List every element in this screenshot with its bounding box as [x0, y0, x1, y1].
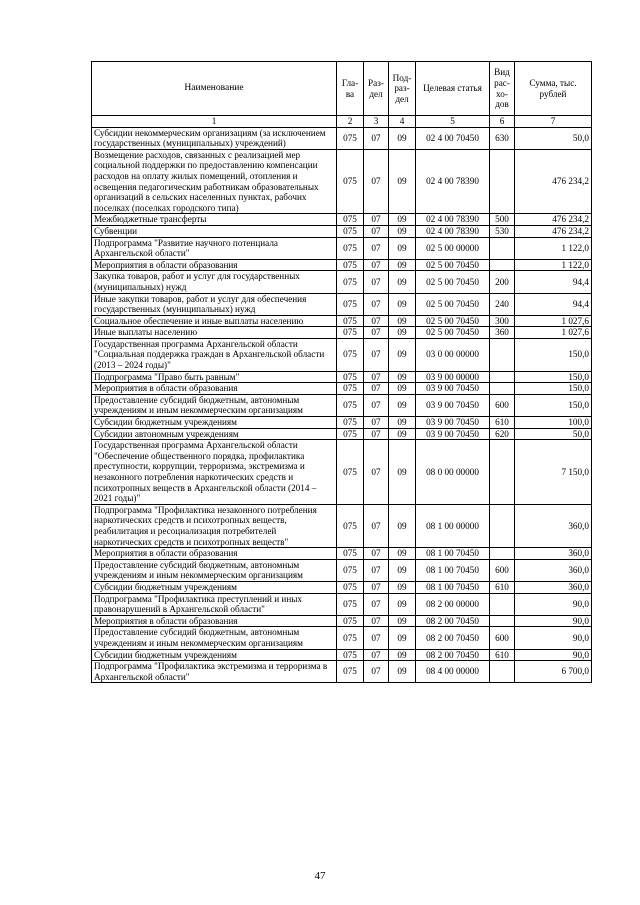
row-target-article: 08 1 00 00000 [416, 504, 490, 547]
column-number-row [92, 116, 592, 128]
row-expense-type [490, 615, 515, 627]
row-section: 07 [364, 649, 389, 661]
row-section: 07 [364, 661, 389, 683]
row-section: 07 [364, 383, 389, 395]
row-amount: 1 122,0 [515, 237, 592, 259]
row-chapter: 075 [337, 504, 364, 547]
row-chapter: 075 [337, 661, 364, 683]
row-target-article: 03 9 00 70450 [416, 417, 490, 429]
table-row [92, 417, 592, 429]
row-name: Подпрограмма "Право быть равным" [92, 371, 337, 383]
row-target-article: 03 0 00 00000 [416, 338, 490, 371]
row-amount: 360,0 [515, 504, 592, 547]
row-amount: 1 122,0 [515, 259, 592, 271]
row-section: 07 [364, 127, 389, 149]
row-amount: 94,4 [515, 271, 592, 293]
row-target-article: 08 4 00 00000 [416, 661, 490, 683]
row-amount: 7 150,0 [515, 440, 592, 505]
row-section: 07 [364, 627, 389, 649]
row-chapter: 075 [337, 293, 364, 315]
table-row [92, 394, 592, 416]
row-target-article: 08 2 00 70450 [416, 627, 490, 649]
row-subsection: 09 [389, 417, 416, 429]
table-row [92, 338, 592, 371]
table-row [92, 315, 592, 327]
row-target-article: 02 4 00 78390 [416, 149, 490, 214]
column-number: 1 [92, 116, 337, 128]
row-subsection: 09 [389, 440, 416, 505]
row-section: 07 [364, 504, 389, 547]
column-number: 7 [515, 116, 592, 128]
row-expense-type: 610 [490, 417, 515, 429]
row-name: Субсидии бюджетным учреждениям [92, 581, 337, 593]
row-amount: 90,0 [515, 615, 592, 627]
row-amount: 1 027,6 [515, 327, 592, 339]
table-row [92, 327, 592, 339]
row-target-article: 02 5 00 00000 [416, 237, 490, 259]
row-name: Государственная программа Архангельской области "Социальная поддержка граждан в Архангельской области (2013 – 2024 годы)" [92, 338, 337, 371]
row-subsection: 09 [389, 383, 416, 395]
row-target-article: 08 1 00 70450 [416, 581, 490, 593]
column-number: 2 [337, 116, 364, 128]
row-amount: 150,0 [515, 383, 592, 395]
column-number: 3 [364, 116, 389, 128]
row-amount: 50,0 [515, 428, 592, 440]
table-row [92, 428, 592, 440]
row-section: 07 [364, 338, 389, 371]
row-target-article: 03 9 00 70450 [416, 383, 490, 395]
row-chapter: 075 [337, 149, 364, 214]
row-chapter: 075 [337, 383, 364, 395]
table-row [92, 214, 592, 226]
row-name: Возмещение расходов, связанных с реализацией мер социальной поддержки по предоставлению компенсации расходов на оплату жилых помещений, отопления и освещения педагогическим работникам образовательных организаций в сельских населенных пунктах, рабочих поселках (поселках городского типа) [92, 149, 337, 214]
row-name: Подпрограмма "Профилактика экстремизма и терроризма в Архангельской области" [92, 661, 337, 683]
row-subsection: 09 [389, 371, 416, 383]
row-chapter: 075 [337, 271, 364, 293]
row-target-article: 02 4 00 78390 [416, 225, 490, 237]
row-subsection: 09 [389, 338, 416, 371]
table-row [92, 581, 592, 593]
row-section: 07 [364, 428, 389, 440]
row-subsection: 09 [389, 271, 416, 293]
row-name: Государственная программа Архангельской области "Обеспечение общественного порядка, профилактика преступности, коррупции, терроризма, экстремизма и незаконного потребления наркотических средств и психотропных веществ в Архангельской области (2014 – 2021 годы)" [92, 440, 337, 505]
row-chapter: 075 [337, 440, 364, 505]
row-name: Субсидии автономным учреждениям [92, 428, 337, 440]
table-row [92, 149, 592, 214]
row-section: 07 [364, 293, 389, 315]
row-name: Мероприятия в области образования [92, 548, 337, 560]
row-subsection: 09 [389, 548, 416, 560]
row-name: Подпрограмма "Профилактика преступлений и иных правонарушений в Архангельской области" [92, 593, 337, 615]
table-row [92, 593, 592, 615]
row-amount: 50,0 [515, 127, 592, 149]
row-amount: 360,0 [515, 548, 592, 560]
row-target-article: 08 1 00 70450 [416, 548, 490, 560]
row-target-article: 02 4 00 70450 [416, 127, 490, 149]
row-expense-type [490, 338, 515, 371]
row-chapter: 075 [337, 627, 364, 649]
row-name: Закупка товаров, работ и услуг для государственных (муниципальных) нужд [92, 271, 337, 293]
row-target-article: 02 5 00 70450 [416, 315, 490, 327]
header-chapter: Гла-ва [337, 62, 364, 116]
table-row [92, 371, 592, 383]
row-section: 07 [364, 440, 389, 505]
row-expense-type: 240 [490, 293, 515, 315]
row-expense-type: 600 [490, 559, 515, 581]
row-amount: 90,0 [515, 649, 592, 661]
row-chapter: 075 [337, 127, 364, 149]
row-target-article: 02 4 00 78390 [416, 214, 490, 226]
row-subsection: 09 [389, 627, 416, 649]
row-expense-type: 200 [490, 271, 515, 293]
row-subsection: 09 [389, 615, 416, 627]
table-row [92, 627, 592, 649]
row-target-article: 08 1 00 70450 [416, 559, 490, 581]
row-section: 07 [364, 559, 389, 581]
page-number: 47 [314, 870, 326, 882]
row-expense-type [490, 149, 515, 214]
row-subsection: 09 [389, 394, 416, 416]
table-row [92, 661, 592, 683]
row-name: Предоставление субсидий бюджетным, автономным учреждениям и иным некоммерческим организациям [92, 627, 337, 649]
column-number: 4 [389, 116, 416, 128]
row-name: Подпрограмма "Профилактика незаконного потребления наркотических средств и психотропных веществ, реабилитация и ресоциализация потребителей наркотических средств и психотропных веществ" [92, 504, 337, 547]
row-expense-type [490, 371, 515, 383]
row-chapter: 075 [337, 214, 364, 226]
row-chapter: 075 [337, 417, 364, 429]
row-expense-type [490, 548, 515, 560]
row-subsection: 09 [389, 559, 416, 581]
row-chapter: 075 [337, 548, 364, 560]
row-amount: 476 234,2 [515, 149, 592, 214]
row-section: 07 [364, 237, 389, 259]
row-amount: 360,0 [515, 581, 592, 593]
row-expense-type: 610 [490, 649, 515, 661]
row-target-article: 08 2 00 00000 [416, 593, 490, 615]
column-number: 6 [490, 116, 515, 128]
row-expense-type [490, 593, 515, 615]
row-section: 07 [364, 214, 389, 226]
row-target-article: 08 2 00 70450 [416, 615, 490, 627]
row-chapter: 075 [337, 237, 364, 259]
row-subsection: 09 [389, 149, 416, 214]
row-subsection: 09 [389, 581, 416, 593]
row-chapter: 075 [337, 649, 364, 661]
table-row [92, 559, 592, 581]
row-chapter: 075 [337, 559, 364, 581]
row-expense-type [490, 237, 515, 259]
row-subsection: 09 [389, 504, 416, 547]
row-chapter: 075 [337, 581, 364, 593]
row-section: 07 [364, 548, 389, 560]
table-row [92, 225, 592, 237]
table-row [92, 504, 592, 547]
row-amount: 150,0 [515, 338, 592, 371]
row-amount: 150,0 [515, 371, 592, 383]
table-row [92, 293, 592, 315]
row-section: 07 [364, 615, 389, 627]
row-name: Социальное обеспечение и иные выплаты населению [92, 315, 337, 327]
header-name: Наименование [92, 62, 337, 116]
row-subsection: 09 [389, 225, 416, 237]
row-target-article: 08 0 00 00000 [416, 440, 490, 505]
row-amount: 90,0 [515, 627, 592, 649]
row-expense-type [490, 259, 515, 271]
table-row [92, 649, 592, 661]
row-amount: 476 234,2 [515, 225, 592, 237]
row-section: 07 [364, 581, 389, 593]
budget-table [91, 61, 592, 683]
table-row [92, 440, 592, 505]
row-chapter: 075 [337, 315, 364, 327]
row-target-article: 03 9 00 70450 [416, 428, 490, 440]
row-target-article: 02 5 00 70450 [416, 259, 490, 271]
row-expense-type: 300 [490, 315, 515, 327]
row-section: 07 [364, 593, 389, 615]
row-chapter: 075 [337, 593, 364, 615]
row-amount: 150,0 [515, 394, 592, 416]
row-subsection: 09 [389, 661, 416, 683]
row-target-article: 03 9 00 70450 [416, 394, 490, 416]
header-expense-type: Вид рас-хо-дов [490, 62, 515, 116]
row-expense-type: 620 [490, 428, 515, 440]
row-name: Иные закупки товаров, работ и услуг для обеспечения государственных (муниципальных) нужд [92, 293, 337, 315]
row-section: 07 [364, 394, 389, 416]
row-expense-type [490, 504, 515, 547]
row-name: Мероприятия в области образования [92, 259, 337, 271]
row-target-article: 03 9 00 00000 [416, 371, 490, 383]
row-name: Мероприятия в области образования [92, 383, 337, 395]
row-chapter: 075 [337, 259, 364, 271]
table-header-row [92, 62, 592, 116]
row-expense-type [490, 661, 515, 683]
row-target-article: 02 5 00 70450 [416, 271, 490, 293]
row-chapter: 075 [337, 394, 364, 416]
row-subsection: 09 [389, 127, 416, 149]
row-expense-type: 600 [490, 627, 515, 649]
row-subsection: 09 [389, 214, 416, 226]
row-name: Мероприятия в области образования [92, 615, 337, 627]
row-subsection: 09 [389, 237, 416, 259]
row-chapter: 075 [337, 327, 364, 339]
row-expense-type: 500 [490, 214, 515, 226]
row-name: Субсидии некоммерческим организациям (за исключением государственных (муниципальных) учреждений) [92, 127, 337, 149]
row-subsection: 09 [389, 293, 416, 315]
table-row [92, 548, 592, 560]
row-chapter: 075 [337, 225, 364, 237]
row-amount: 6 700,0 [515, 661, 592, 683]
row-subsection: 09 [389, 259, 416, 271]
header-subsection: Под-раз-дел [389, 62, 416, 116]
row-name: Предоставление субсидий бюджетным, автономным учреждениям и иным некоммерческим организациям [92, 559, 337, 581]
row-amount: 476 234,2 [515, 214, 592, 226]
row-subsection: 09 [389, 649, 416, 661]
row-expense-type: 610 [490, 581, 515, 593]
row-expense-type: 530 [490, 225, 515, 237]
column-number: 5 [416, 116, 490, 128]
row-section: 07 [364, 315, 389, 327]
header-target-article: Целевая статья [416, 62, 490, 116]
header-section: Раз-дел [364, 62, 389, 116]
row-expense-type: 360 [490, 327, 515, 339]
header-amount: Сумма, тыс. рублей [515, 62, 592, 116]
row-name: Субсидии бюджетным учреждениям [92, 417, 337, 429]
row-name: Предоставление субсидий бюджетным, автономным учреждениям и иным некоммерческим организациям [92, 394, 337, 416]
row-chapter: 075 [337, 615, 364, 627]
table-row [92, 237, 592, 259]
table-row [92, 383, 592, 395]
row-name: Подпрограмма "Развитие научного потенциала Архангельской области" [92, 237, 337, 259]
row-target-article: 08 2 00 70450 [416, 649, 490, 661]
table-row [92, 127, 592, 149]
table-row [92, 259, 592, 271]
row-target-article: 02 5 00 70450 [416, 293, 490, 315]
row-subsection: 09 [389, 593, 416, 615]
row-section: 07 [364, 271, 389, 293]
row-section: 07 [364, 417, 389, 429]
row-section: 07 [364, 327, 389, 339]
row-subsection: 09 [389, 428, 416, 440]
row-chapter: 075 [337, 428, 364, 440]
row-subsection: 09 [389, 315, 416, 327]
row-name: Иные выплаты населению [92, 327, 337, 339]
row-name: Субсидии бюджетным учреждениям [92, 649, 337, 661]
row-section: 07 [364, 149, 389, 214]
row-amount: 1 027,6 [515, 315, 592, 327]
row-target-article: 02 5 00 70450 [416, 327, 490, 339]
row-expense-type [490, 440, 515, 505]
row-amount: 94,4 [515, 293, 592, 315]
row-name: Межбюджетные трансферты [92, 214, 337, 226]
row-amount: 90,0 [515, 593, 592, 615]
table-row [92, 271, 592, 293]
row-amount: 100,0 [515, 417, 592, 429]
row-chapter: 075 [337, 338, 364, 371]
row-expense-type: 630 [490, 127, 515, 149]
row-expense-type: 600 [490, 394, 515, 416]
row-expense-type [490, 383, 515, 395]
row-section: 07 [364, 225, 389, 237]
row-name: Субвенции [92, 225, 337, 237]
table-row [92, 615, 592, 627]
row-subsection: 09 [389, 327, 416, 339]
row-amount: 360,0 [515, 559, 592, 581]
row-chapter: 075 [337, 371, 364, 383]
row-section: 07 [364, 371, 389, 383]
row-section: 07 [364, 259, 389, 271]
table-body [92, 127, 592, 683]
